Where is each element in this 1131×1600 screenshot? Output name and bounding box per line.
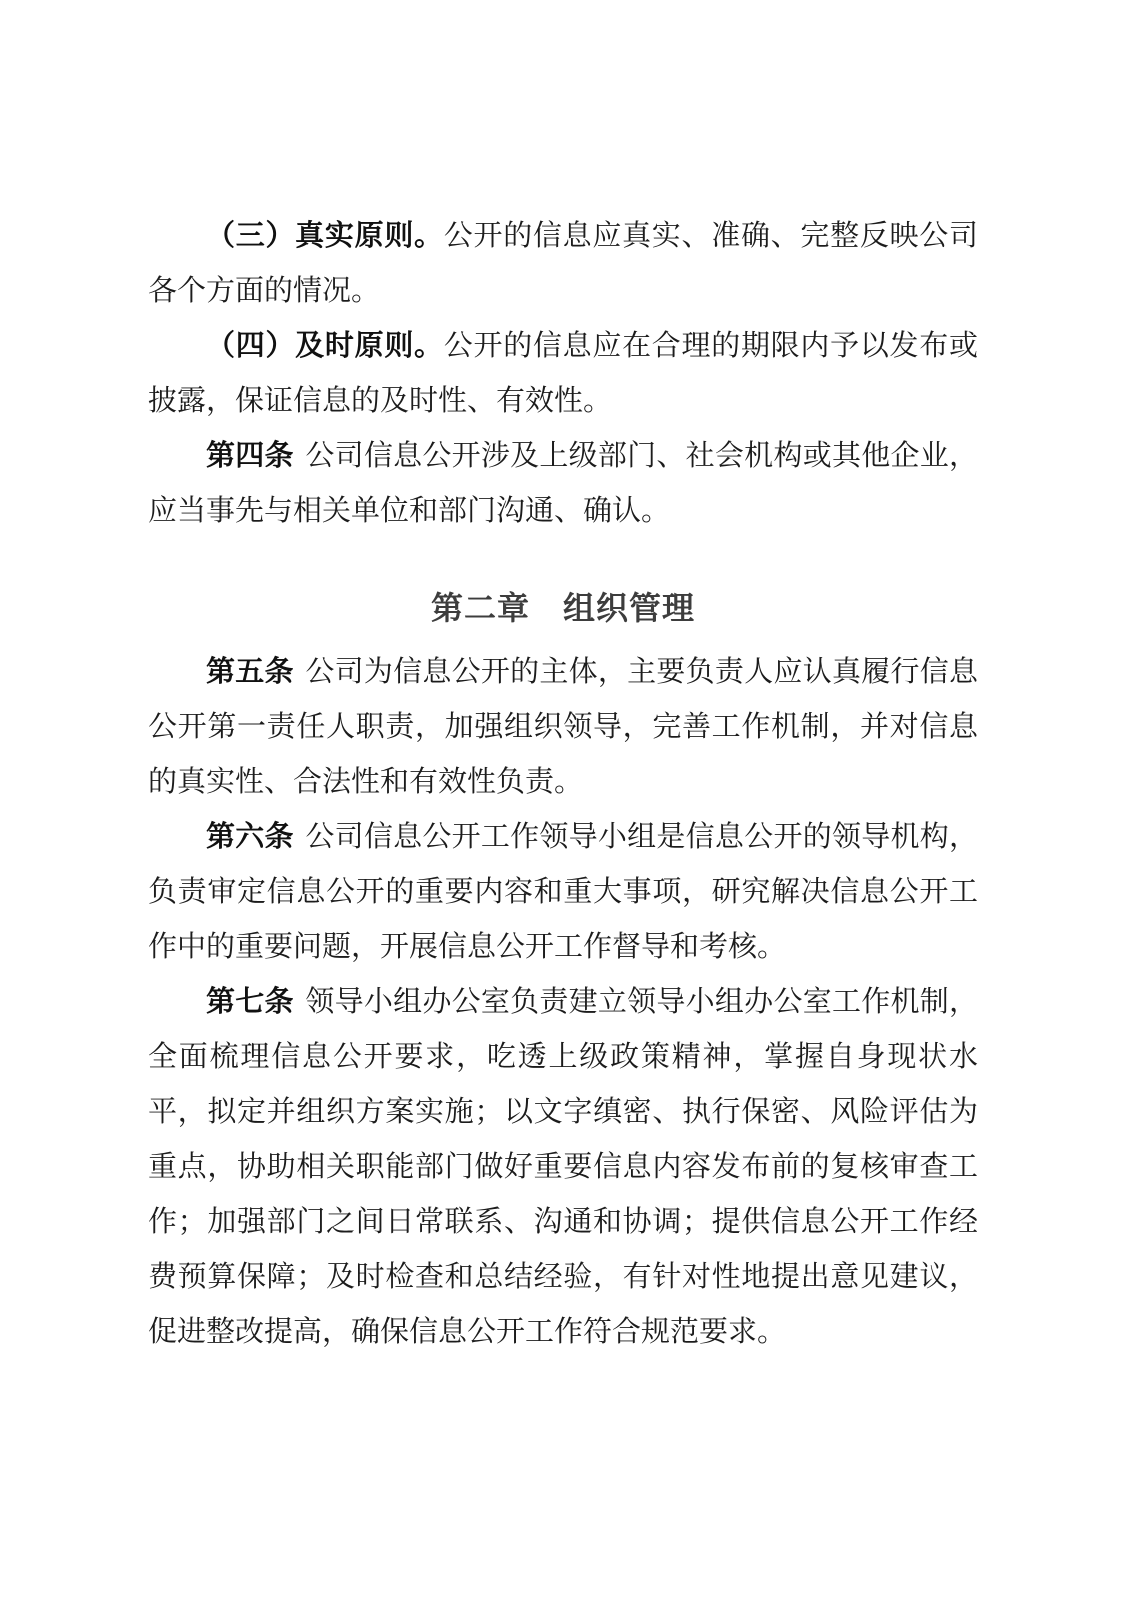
paragraph-article-4	[148, 429, 978, 539]
article-7-number: 第七条	[206, 986, 294, 1018]
article-4-text: 公司信息公开涉及上级部门、社会机构或其他企业，应当事先与相关单位和部门沟通、确认。	[148, 440, 978, 527]
article-6-number: 第六条	[206, 821, 294, 853]
article-6-text: 公司信息公开工作领导小组是信息公开的领导机构，负责审定信息公开的重要内容和重大事项，研究解决信息公开工作中的重要问题，开展信息公开工作督导和考核。	[148, 821, 978, 963]
article-5-number: 第五条	[206, 656, 294, 688]
paragraph-clause-4	[148, 319, 978, 429]
article-7-text: 领导小组办公室负责建立领导小组办公室工作机制，全面梳理信息公开要求，吃透上级政策精神，掌握自身现状水平，拟定并组织方案实施；以文字缜密、执行保密、风险评估为重点，协助相关职能部门做好重要信息内容发布前的复核审查工作；加强部门之间日常联系、沟通和协调；提供信息公开工作经费预算保障；及时检查和总结经验，有针对性地提出意见建议，促进整改提高，确保信息公开工作符合规范要求。	[148, 986, 978, 1348]
article-4-number: 第四条	[206, 440, 294, 472]
clause-4-label: （四）及时原则。	[206, 330, 444, 362]
clause-3-label: （三）真实原则。	[206, 220, 444, 252]
paragraph-article-5	[148, 645, 978, 810]
document-text-block	[148, 209, 978, 1360]
clause-4-text: 公开的信息应在合理的期限内予以发布或披露，保证信息的及时性、有效性。	[148, 330, 978, 417]
article-5-text: 公司为信息公开的主体，主要负责人应认真履行信息公开第一责任人职责，加强组织领导，完善工作机制，并对信息的真实性、合法性和有效性负责。	[148, 656, 978, 798]
paragraph-clause-3	[148, 209, 978, 319]
paragraph-article-7	[148, 975, 978, 1360]
clause-3-text: 公开的信息应真实、准确、完整反映公司各个方面的情况。	[148, 220, 978, 307]
paragraph-article-6	[148, 810, 978, 975]
chapter-heading: 第二章 组织管理	[430, 590, 695, 626]
